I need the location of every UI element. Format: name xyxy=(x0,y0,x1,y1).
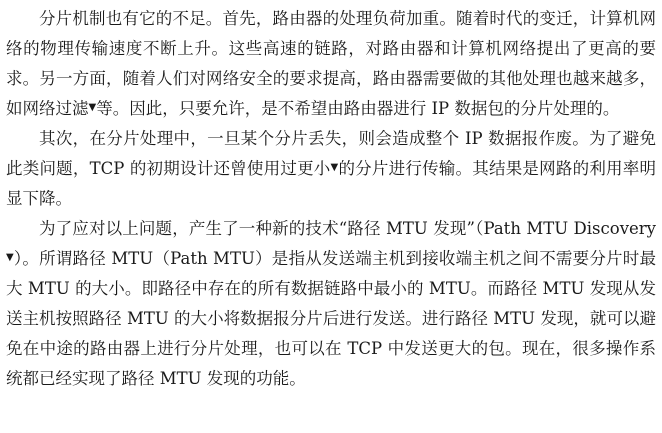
paragraph-fragmentation-drawbacks xyxy=(6,4,656,124)
paragraph-path-mtu-discovery xyxy=(6,214,656,394)
footnote-marker-icon: ▼ xyxy=(330,162,339,173)
paragraph-text: 的分片进行传输。其结果是网路的利用率明显下降。 xyxy=(6,159,656,208)
paragraph-text: ）。所谓路径 MTU（Path MTU）是指从发送端主机到接收端主机之间不需要分片时最大 MTU 的大小。即路径中存在的所有数据链路中最小的 MTU。而路径 MTU 发现从发送主机按照路径 MTU 的大小将数据报分片后进行发送。进行路径 MTU 发现，就可以避免在中途的路由器上进行分片处理，也可以在 TCP 中发送更大的包。现在，很多操作系统都已经实现了路径 MTU 发现的功能。 xyxy=(6,249,656,388)
document-page xyxy=(6,4,656,394)
paragraph-fragment-loss xyxy=(6,124,656,214)
paragraph-text: 其次，在分片处理中，一旦某个分片丢失，则会造成整个 IP 数据报作废。为了避免此类问题，TCP 的初期设计还曾使用过更小 xyxy=(6,129,656,178)
footnote-marker-icon: ▼ xyxy=(88,102,97,113)
paragraph-text: 分片机制也有它的不足。首先，路由器的处理负荷加重。随着时代的变迁，计算机网络的物理传输速度不断上升。这些高速的链路，对路由器和计算机网络提出了更高的要求。另一方面，随着人们对网络安全的要求提高，路由器需要做的其他处理也越来越多，如网络过滤 xyxy=(6,9,656,118)
paragraph-text: 等。因此，只要允许，是不希望由路由器进行 IP 数据包的分片处理的。 xyxy=(96,99,620,118)
footnote-marker-icon: ▼ xyxy=(6,252,14,263)
paragraph-text: 为了应对以上问题，产生了一种新的技术“路径 MTU 发现”（Path MTU Discovery xyxy=(39,219,656,238)
